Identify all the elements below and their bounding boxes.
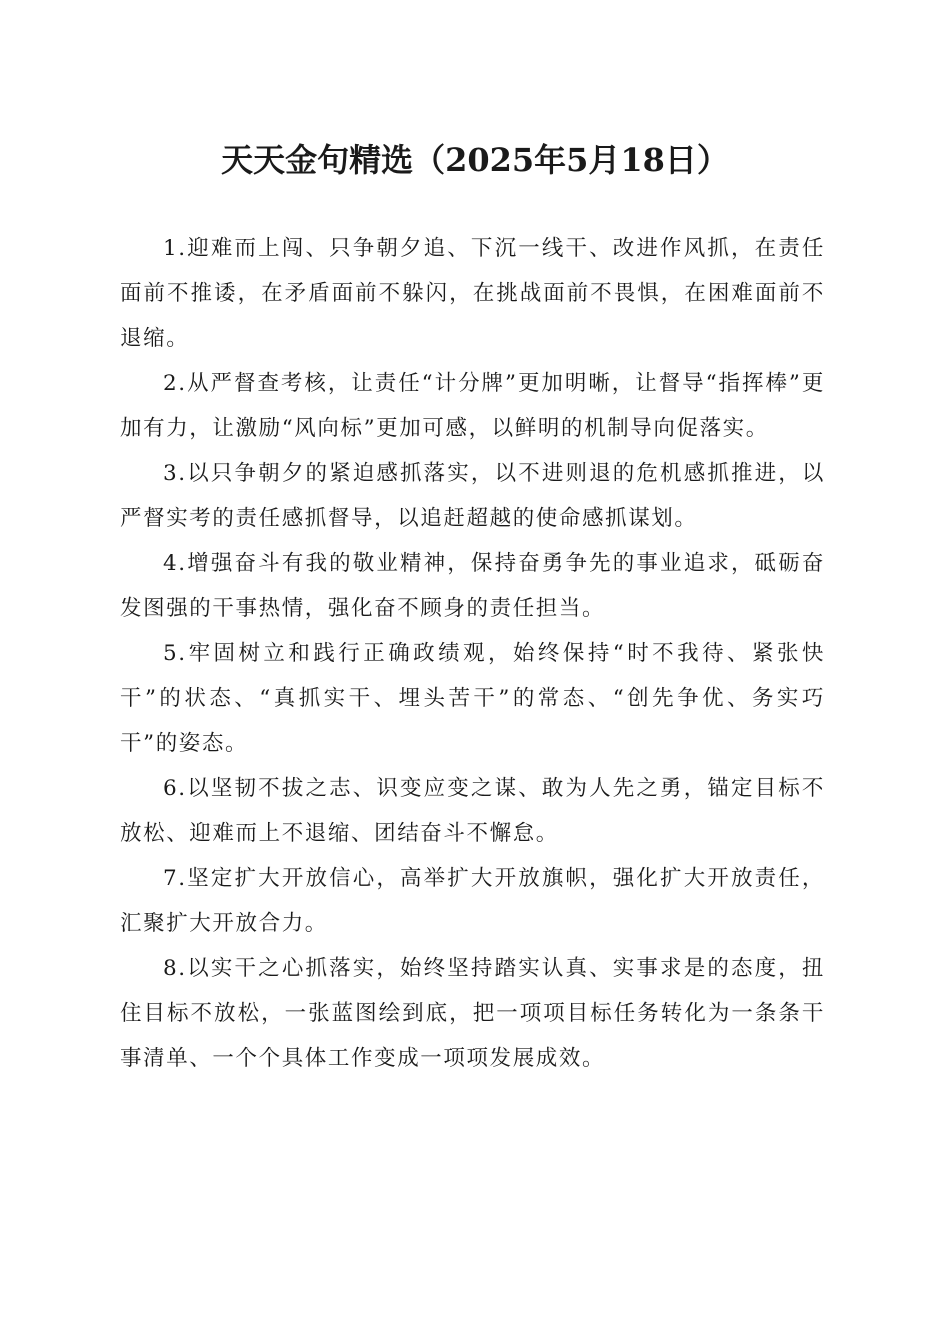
paragraph-6: 6.以坚韧不拔之志、识变应变之谋、敢为人先之勇，锚定目标不放松、迎难而上不退缩、团结奋斗不懈怠。 <box>120 776 825 846</box>
document-body <box>120 226 825 1081</box>
paragraph-7: 7.坚定扩大开放信心，高举扩大开放旗帜，强化扩大开放责任，汇聚扩大开放合力。 <box>120 866 825 936</box>
paragraph-3: 3.以只争朝夕的紧迫感抓落实，以不进则退的危机感抓推进，以严督实考的责任感抓督导，以追赶超越的使命感抓谋划。 <box>120 461 825 531</box>
document-title: 天天金句精选（2025年5月18日） <box>221 141 729 179</box>
paragraph-8: 8.以实干之心抓落实，始终坚持踏实认真、实事求是的态度，扭住目标不放松，一张蓝图绘到底，把一项项目标任务转化为一条条干事清单、一个个具体工作变成一项项发展成效。 <box>120 956 825 1071</box>
paragraph-4: 4.增强奋斗有我的敬业精神，保持奋勇争先的事业追求，砥砺奋发图强的干事热情，强化奋不顾身的责任担当。 <box>120 551 825 621</box>
paragraph-1: 1.迎难而上闯、只争朝夕追、下沉一线干、改进作风抓，在责任面前不推诿，在矛盾面前不躲闪，在挑战面前不畏惧，在困难面前不退缩。 <box>120 236 825 351</box>
paragraph-2: 2.从严督查考核，让责任“计分牌”更加明晰，让督导“指挥棒”更加有力，让激励“风向标”更加可感，以鲜明的机制导向促落实。 <box>120 371 825 441</box>
paragraph-5: 5.牢固树立和践行正确政绩观，始终保持“时不我待、紧张快干”的状态、“真抓实干、埋头苦干”的常态、“创先争优、务实巧干”的姿态。 <box>120 641 825 756</box>
